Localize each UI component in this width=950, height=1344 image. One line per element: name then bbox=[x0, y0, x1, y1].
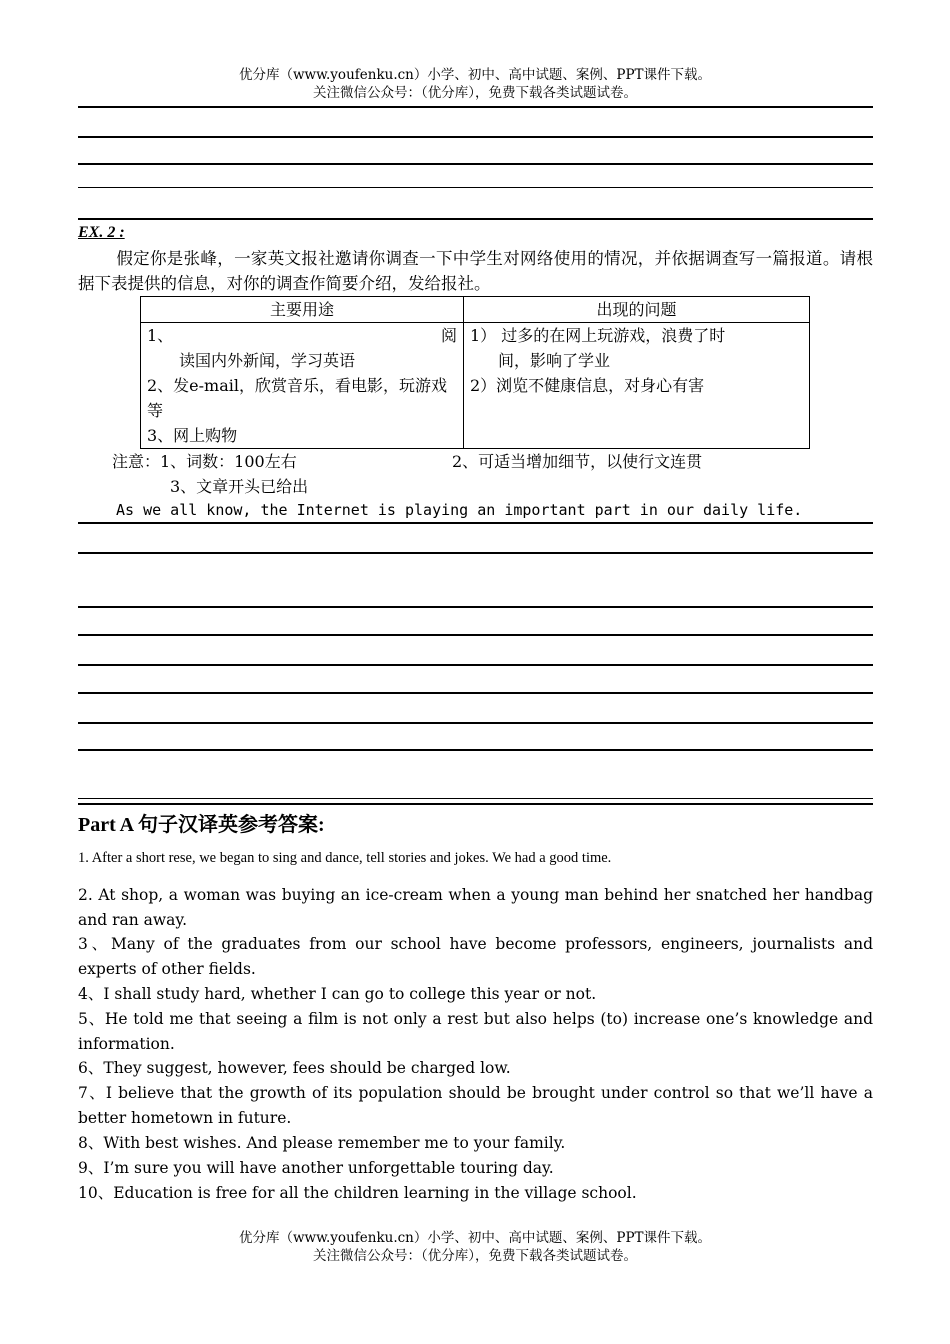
writing-line bbox=[78, 552, 873, 554]
use-item-1-head bbox=[147, 323, 457, 348]
answer-1: 1. After a short rese, we began to sing and dance, tell stories and jokes. We had a good time. bbox=[78, 850, 612, 866]
exercise-prompt bbox=[78, 246, 873, 296]
writing-line bbox=[78, 749, 873, 751]
table-header-uses: 主要用途 bbox=[141, 297, 464, 323]
writing-line bbox=[78, 187, 873, 188]
answer-9: 9、I’m sure you will have another unforgettable touring day. bbox=[78, 1159, 554, 1177]
problem-item-1: 1） 过多的在网上玩游戏，浪费了时 bbox=[470, 326, 726, 345]
problem-item-2: 2）浏览不健康信息，对身心有害 bbox=[470, 376, 705, 395]
answer-4: 4、I shall study hard, whether I can go to college this year or not. bbox=[78, 985, 597, 1003]
prompt-text: 假定你是张峰，一家英文报社邀请你调查一下中学生对网络使用的情况，并依据调查写一篇报道。请根据下表提供的信息，对你的调查作简要介绍，发给报社。 bbox=[78, 249, 873, 293]
writing-line bbox=[78, 163, 873, 165]
header-line-2: 关注微信公众号：（优分库），免费下载各类试题试卷。 bbox=[313, 85, 637, 101]
note-1: 注意：1、词数：100左右 bbox=[112, 452, 297, 471]
answer-3: 3、Many of the graduates from our school have become professors, engineers, journalists and experts of other fields. bbox=[78, 935, 873, 978]
use-item-1-number: 1、 bbox=[147, 326, 174, 345]
writing-line bbox=[78, 798, 873, 799]
writing-line bbox=[78, 722, 873, 724]
problems-cell bbox=[464, 323, 810, 449]
part-a-title: Part A 句子汉译英参考答案: bbox=[78, 814, 325, 836]
writing-line bbox=[78, 522, 873, 524]
writing-line bbox=[78, 106, 873, 108]
info-table bbox=[140, 296, 810, 449]
footer-line-2: 关注微信公众号：（优分库），免费下载各类试题试卷。 bbox=[313, 1248, 637, 1264]
answer-10: 10、Education is free for all the children learning in the village school. bbox=[78, 1184, 637, 1202]
use-item-1-rest: 读国内外新闻，学习英语 bbox=[179, 351, 356, 370]
note-3: 3、文章开头已给出 bbox=[170, 477, 309, 496]
use-item-2: 2、发e-mail，欣赏音乐，看电影，玩游戏等 bbox=[147, 376, 448, 420]
writing-line bbox=[78, 606, 873, 608]
problem-item-1-rest: 间，影响了学业 bbox=[498, 351, 611, 370]
writing-line bbox=[78, 634, 873, 636]
writing-line bbox=[78, 803, 873, 805]
answer-8: 8、With best wishes. And please remember me to your family. bbox=[78, 1134, 566, 1152]
note-2: 2、可适当增加细节，以使行文连贯 bbox=[452, 452, 703, 471]
answer-5: 5、He told me that seeing a film is not only a rest but also helps (to) increase one’s knowledge and information. bbox=[78, 1010, 873, 1053]
answer-6: 6、They suggest, however, fees should be charged low. bbox=[78, 1059, 511, 1077]
writing-line bbox=[78, 136, 873, 138]
answer-2: 2. At shop, a woman was buying an ice-cream when a young man behind her snatched her handbag and ran away. bbox=[78, 886, 873, 929]
uses-cell bbox=[141, 323, 464, 449]
writing-line bbox=[78, 218, 873, 220]
use-item-3: 3、网上购物 bbox=[147, 426, 238, 445]
table-header-problems: 出现的问题 bbox=[464, 297, 810, 323]
writing-line bbox=[78, 692, 873, 694]
footer-line-1: 优分库（www.youfenku.cn）小学、初中、高中试题、案例、PPT课件下载。 bbox=[238, 1230, 712, 1246]
essay-starter: As we all know, the Internet is playing an important part in our daily life. bbox=[116, 501, 803, 519]
use-item-1-start: 阅 bbox=[440, 326, 457, 345]
writing-line bbox=[78, 664, 873, 666]
answer-7: 7、I believe that the growth of its population should be brought under control so that we’ll have a better hometown in future. bbox=[78, 1084, 873, 1127]
exercise-label: EX. 2 : bbox=[78, 224, 125, 241]
header-line-1: 优分库（www.youfenku.cn）小学、初中、高中试题、案例、PPT课件下载。 bbox=[238, 67, 712, 83]
